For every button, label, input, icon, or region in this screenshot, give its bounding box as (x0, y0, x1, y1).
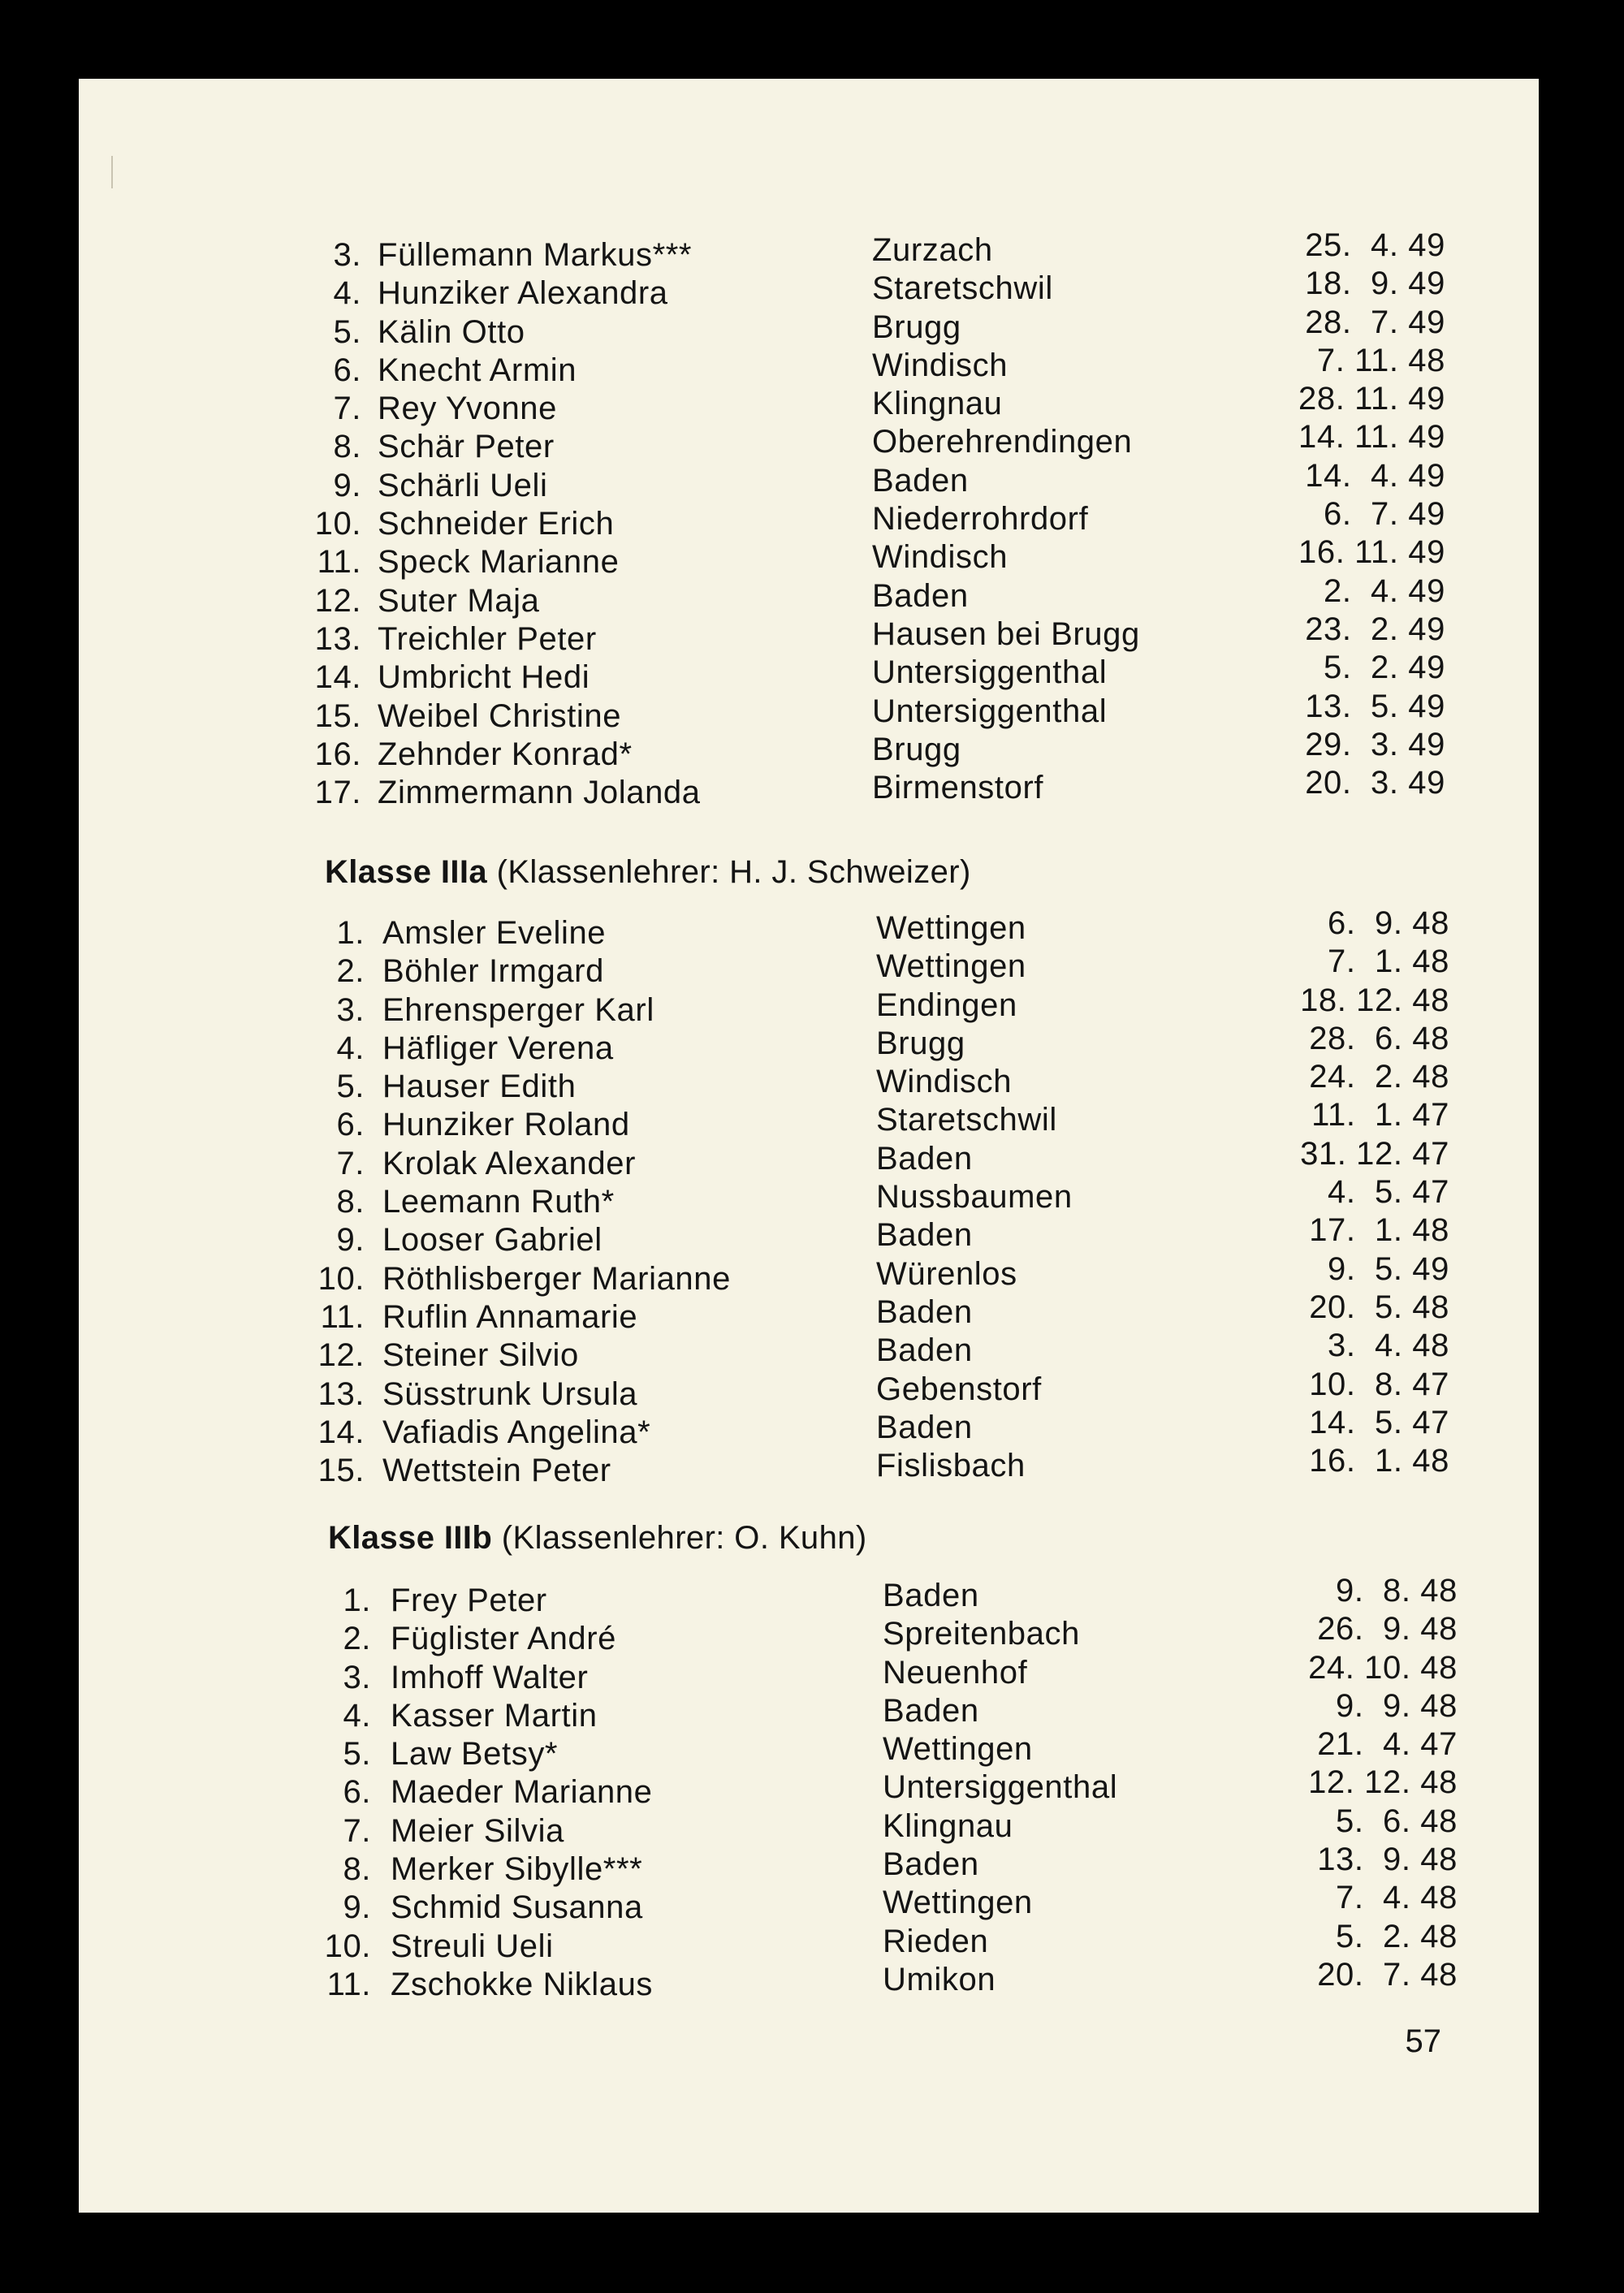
student-place: Brugg (876, 1025, 965, 1061)
row-number: 5. (333, 313, 361, 350)
row-number: 4. (336, 1030, 365, 1066)
birth-date: 31. 12. 47 (1300, 1135, 1449, 1172)
student-name: Merker Sibylle*** (391, 1851, 643, 1888)
student-name: Hauser Edith (382, 1069, 577, 1105)
row-number: 1. (343, 1583, 371, 1618)
birth-date: 14. 11. 49 (1298, 419, 1445, 456)
student-list-IIIa (79, 905, 1539, 1491)
student-name: Law Betsy* (391, 1736, 559, 1773)
birth-date: 6. 9. 48 (1328, 905, 1449, 941)
birth-date: 5. 2. 48 (1336, 1918, 1458, 1954)
row-number: 13. (314, 620, 361, 657)
row-number: 13. (317, 1375, 365, 1412)
birth-date: 6. 7. 49 (1324, 496, 1445, 533)
row-number: 14. (317, 1414, 365, 1450)
student-name: Röthlisberger Marianne (382, 1260, 731, 1297)
student-name: Wettstein Peter (382, 1453, 611, 1489)
birth-date: 16. 1. 48 (1309, 1443, 1449, 1479)
birth-date: 26. 9. 48 (1317, 1611, 1458, 1647)
student-name: Suter Maja (378, 582, 540, 619)
row-number: 8. (336, 1184, 365, 1220)
student-name: Häfliger Verena (382, 1030, 614, 1066)
student-name: Ehrensperger Karl (382, 991, 654, 1028)
student-name: Meier Silvia (391, 1812, 564, 1849)
row-number: 7. (333, 391, 361, 427)
student-name: Maeder Marianne (391, 1774, 653, 1811)
row-number: 10. (324, 1928, 371, 1964)
row-number: 5. (343, 1736, 371, 1773)
student-place: Brugg (872, 309, 961, 345)
student-name: Imhoff Walter (391, 1659, 589, 1695)
student-name: Böhler Irmgard (382, 953, 604, 990)
student-list-section1 (79, 227, 1539, 813)
birth-date: 21. 4. 47 (1317, 1726, 1458, 1763)
student-place: Untersiggenthal (883, 1769, 1118, 1806)
birth-date: 7. 4. 48 (1336, 1880, 1458, 1916)
student-name: Schneider Erich (378, 506, 615, 542)
student-place: Wettingen (883, 1731, 1033, 1768)
student-name: Schärli Ueli (378, 467, 548, 503)
student-name: Amsler Eveline (382, 915, 607, 951)
row-number: 3. (333, 237, 361, 273)
row-number: 10. (317, 1260, 365, 1297)
student-name: Steiner Silvio (382, 1337, 579, 1374)
row-number: 8. (343, 1851, 371, 1888)
row-number: 10. (314, 506, 361, 542)
row-number: 2. (343, 1621, 371, 1657)
row-number: 9. (333, 467, 361, 503)
birth-date: 24. 10. 48 (1308, 1649, 1458, 1686)
student-place: Zurzach (872, 232, 993, 268)
student-place: Umikon (883, 1961, 996, 1997)
birth-date: 16. 11. 49 (1298, 534, 1445, 571)
row-number: 11. (326, 1966, 371, 2002)
student-place: Untersiggenthal (872, 654, 1108, 691)
row-number: 3. (343, 1659, 371, 1695)
birth-date: 13. 9. 48 (1317, 1842, 1458, 1878)
birth-date: 9. 5. 49 (1328, 1250, 1449, 1287)
student-place: Nussbaumen (876, 1179, 1073, 1216)
row-number: 5. (336, 1069, 365, 1105)
row-number: 17. (314, 775, 361, 811)
student-list-IIIb (79, 1573, 1539, 2005)
birth-date: 20. 3. 49 (1305, 765, 1445, 801)
birth-date: 4. 5. 47 (1328, 1174, 1449, 1211)
row-number: 9. (336, 1222, 365, 1259)
birth-date: 5. 6. 48 (1336, 1803, 1458, 1839)
row-number: 15. (314, 697, 361, 734)
row-number: 1. (336, 915, 365, 951)
student-place: Staretschwil (876, 1102, 1057, 1138)
birth-date: 28. 11. 49 (1298, 381, 1445, 417)
birth-date: 14. 5. 47 (1309, 1404, 1449, 1440)
student-name: Hunziker Alexandra (378, 275, 668, 312)
student-name: Knecht Armin (378, 352, 577, 388)
student-row (79, 765, 1539, 813)
birth-date: 3. 4. 48 (1328, 1328, 1449, 1364)
student-name: Looser Gabriel (382, 1222, 603, 1259)
student-place: Klingnau (872, 386, 1003, 422)
student-place: Oberehrendingen (872, 424, 1133, 460)
class-heading-IIIa (325, 854, 971, 891)
birth-date: 10. 8. 47 (1309, 1366, 1449, 1402)
student-place: Fislisbach (876, 1448, 1026, 1484)
birth-date: 5. 2. 49 (1324, 650, 1445, 686)
student-place: Wettingen (876, 948, 1026, 985)
student-place: Hausen bei Brugg (872, 615, 1140, 652)
paper-mark (111, 156, 113, 188)
student-place: Staretschwil (872, 270, 1053, 307)
birth-date: 7. 1. 48 (1328, 944, 1449, 980)
student-place: Windisch (872, 539, 1009, 576)
birth-date: 20. 5. 48 (1309, 1289, 1449, 1325)
row-number: 11. (320, 1298, 365, 1335)
row-number: 12. (314, 582, 361, 619)
student-place: Rieden (883, 1923, 989, 1959)
class-heading-title: Klasse IIIa (325, 854, 488, 890)
birth-date: 17. 1. 48 (1309, 1212, 1449, 1249)
birth-date: 9. 9. 48 (1336, 1687, 1458, 1724)
student-place: Würenlos (876, 1255, 1017, 1292)
student-row (79, 1443, 1539, 1491)
birth-date: 25. 4. 49 (1305, 227, 1445, 263)
class-heading-teacher: (Klassenlehrer: O. Kuhn) (492, 1520, 867, 1556)
row-number: 7. (343, 1812, 371, 1849)
student-place: Baden (883, 1692, 979, 1729)
student-place: Windisch (872, 347, 1009, 383)
student-name: Rey Yvonne (378, 391, 557, 427)
row-number: 9. (343, 1889, 371, 1926)
birth-date: 14. 4. 49 (1305, 457, 1445, 494)
student-place: Baden (876, 1140, 973, 1177)
student-name: Zimmermann Jolanda (378, 775, 701, 811)
student-name: Kasser Martin (391, 1697, 598, 1734)
birth-date: 24. 2. 48 (1309, 1059, 1449, 1095)
birth-date: 28. 6. 48 (1309, 1020, 1449, 1056)
row-number: 8. (333, 429, 361, 465)
birth-date: 20. 7. 48 (1317, 1956, 1458, 1993)
birth-date: 9. 8. 48 (1336, 1573, 1458, 1609)
student-name: Treichler Peter (378, 620, 597, 657)
class-heading-IIIb (328, 1520, 867, 1557)
student-place: Baden (872, 462, 969, 499)
birth-date: 7. 11. 48 (1316, 342, 1445, 378)
row-number: 7. (336, 1145, 365, 1181)
student-place: Spreitenbach (883, 1616, 1080, 1652)
student-name: Frey Peter (391, 1583, 547, 1618)
student-place: Brugg (872, 731, 961, 767)
student-place: Birmenstorf (872, 770, 1044, 806)
student-name: Füglister André (391, 1621, 617, 1657)
student-name: Weibel Christine (378, 697, 622, 734)
class-heading-teacher: (Klassenlehrer: H. J. Schweizer) (487, 854, 971, 890)
row-number: 16. (314, 736, 361, 772)
row-number: 2. (336, 953, 365, 990)
row-number: 15. (317, 1453, 365, 1489)
row-number: 6. (333, 352, 361, 388)
student-place: Baden (883, 1846, 979, 1883)
student-name: Zschokke Niklaus (391, 1966, 654, 2002)
student-place: Baden (876, 1332, 973, 1369)
student-place: Baden (876, 1293, 973, 1330)
student-place: Baden (876, 1409, 973, 1445)
class-heading-title: Klasse IIIb (328, 1520, 493, 1556)
student-name: Kälin Otto (378, 313, 525, 350)
student-place: Gebenstorf (876, 1371, 1042, 1407)
birth-date: 18. 12. 48 (1300, 982, 1449, 1018)
page-number: 57 (1405, 2023, 1441, 2059)
birth-date: 29. 3. 49 (1305, 726, 1445, 762)
student-name: Speck Marianne (378, 544, 620, 581)
student-name: Krolak Alexander (382, 1145, 637, 1181)
student-name: Leemann Ruth* (382, 1184, 615, 1220)
row-number: 3. (336, 991, 365, 1028)
student-name: Hunziker Roland (382, 1107, 630, 1143)
student-name: Umbricht Hedi (378, 659, 590, 696)
birth-date: 12. 12. 48 (1308, 1764, 1458, 1801)
student-name: Schär Peter (378, 429, 555, 465)
student-name: Schmid Susanna (391, 1889, 643, 1926)
student-name: Streuli Ueli (391, 1928, 554, 1964)
birth-date: 28. 7. 49 (1305, 304, 1445, 340)
row-number: 4. (333, 275, 361, 312)
row-number: 11. (317, 544, 361, 581)
student-place: Windisch (876, 1064, 1013, 1100)
birth-date: 18. 9. 49 (1305, 266, 1445, 302)
row-number: 4. (343, 1697, 371, 1734)
birth-date: 2. 4. 49 (1324, 572, 1445, 609)
student-place: Untersiggenthal (872, 693, 1108, 729)
student-place: Niederrohrdorf (872, 501, 1089, 538)
birth-date: 23. 2. 49 (1305, 611, 1445, 647)
student-name: Süsstrunk Ursula (382, 1375, 638, 1412)
row-number: 6. (336, 1107, 365, 1143)
student-place: Baden (876, 1217, 973, 1254)
student-place: Wettingen (883, 1885, 1033, 1921)
student-place: Wettingen (876, 910, 1026, 946)
student-name: Vafiadis Angelina* (382, 1414, 651, 1450)
birth-date: 11. 1. 47 (1311, 1097, 1449, 1134)
student-row (79, 1956, 1539, 2005)
document-page (79, 79, 1539, 2213)
student-place: Endingen (876, 987, 1017, 1023)
student-name: Ruflin Annamarie (382, 1298, 638, 1335)
student-name: Füllemann Markus*** (378, 237, 693, 273)
student-name: Zehnder Konrad* (378, 736, 633, 772)
row-number: 12. (317, 1337, 365, 1374)
student-place: Baden (872, 577, 969, 614)
row-number: 14. (314, 659, 361, 696)
student-place: Klingnau (883, 1807, 1013, 1844)
student-place: Neuenhof (883, 1654, 1028, 1691)
row-number: 6. (343, 1774, 371, 1811)
student-place: Baden (883, 1578, 979, 1613)
birth-date: 13. 5. 49 (1305, 688, 1445, 724)
